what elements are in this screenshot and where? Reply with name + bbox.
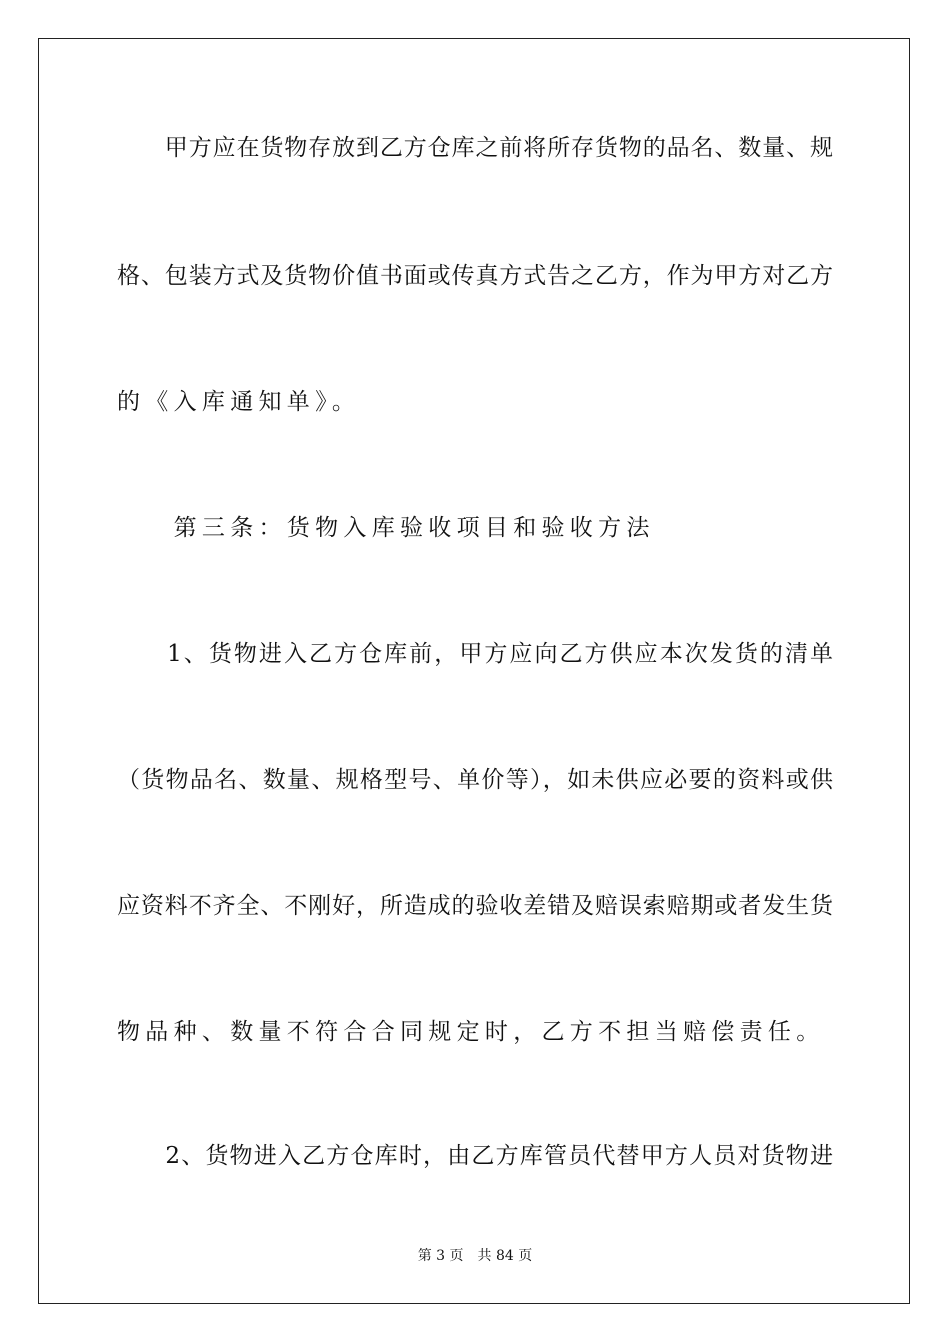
- page-footer: [0, 1246, 950, 1266]
- paragraph-line: 的《入库通知单》。: [117, 389, 361, 415]
- paragraph-line: 1、货物进入乙方仓库前，甲方应向乙方供应本次发货的清单: [117, 641, 833, 667]
- paragraph-line: （货物品名、数量、规格型号、单价等），如未供应必要的资料或供: [117, 767, 833, 793]
- paragraph-line: 应资料不齐全、不刚好，所造成的验收差错及赔误索赔期或者发生货: [117, 893, 833, 919]
- section-heading: 第三条：货物入库验收项目和验收方法: [117, 515, 655, 541]
- paragraph-line: 物品种、数量不符合合同规定时，乙方不担当赔偿责任。: [117, 1019, 825, 1045]
- page-number: 第 3 页: [417, 1248, 464, 1264]
- paragraph-line: 格、包装方式及货物价值书面或传真方式告之乙方，作为甲方对乙方: [117, 263, 833, 289]
- total-pages: 共 84 页: [477, 1248, 533, 1264]
- paragraph-line: 2、货物进入乙方仓库时，由乙方库管员代替甲方人员对货物进: [117, 1143, 833, 1169]
- paragraph-line: 甲方应在货物存放到乙方仓库之前将所存货物的品名、数量、规: [117, 135, 833, 161]
